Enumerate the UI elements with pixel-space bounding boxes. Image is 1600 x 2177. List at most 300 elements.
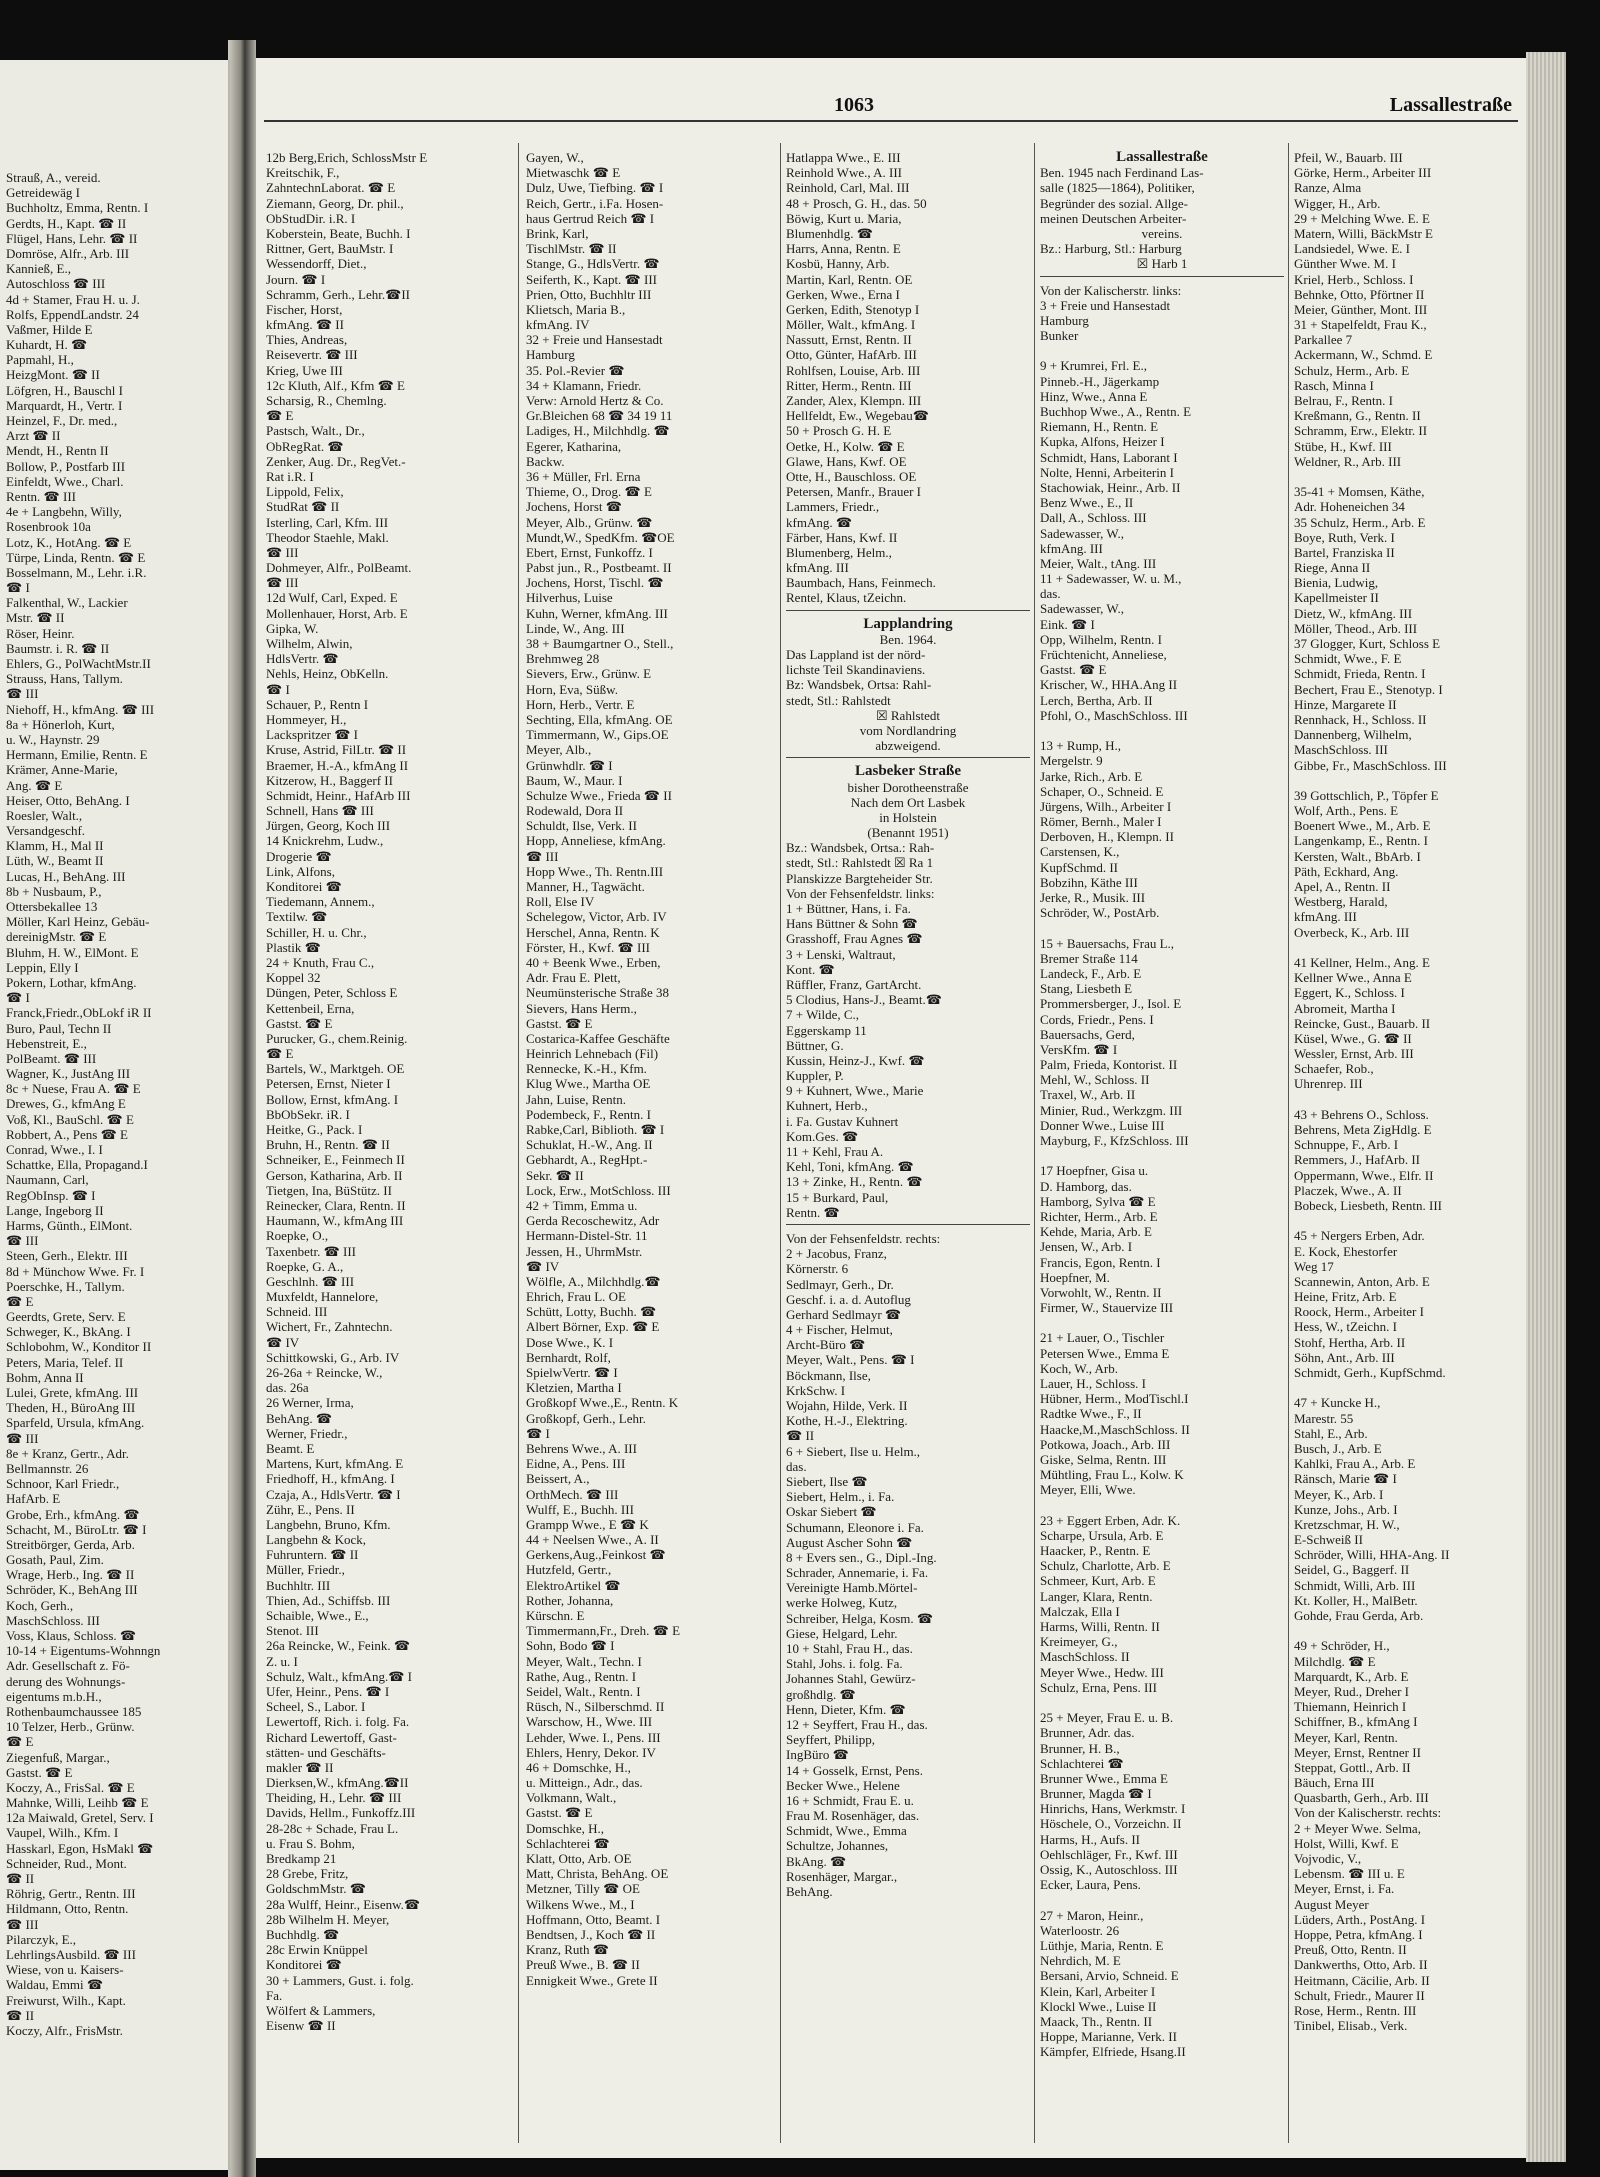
directory-entry: Schaible, Wwe., E., <box>266 1608 369 1623</box>
directory-entry: Nehrdich, M. E <box>1040 1953 1121 1969</box>
directory-entry: Reinhold, Carl, Mal. III <box>786 180 910 196</box>
directory-entry: Rodewald, Dora II <box>526 803 624 819</box>
directory-entry: Hinrichs, Hans, Werkmstr. I <box>1040 1801 1186 1817</box>
directory-entry: Kletzien, Martha I <box>526 1380 622 1396</box>
directory-entry: Schmidt, Frieda, Rentn. I <box>1294 666 1426 682</box>
directory-entry: Lüthje, Maria, Rentn. E <box>1040 1937 1164 1953</box>
directory-entry: Schulz, Charlotte, Arb. E <box>1040 1558 1171 1574</box>
directory-entry: 4d + Stamer, Frau H. u. J. <box>6 291 140 307</box>
directory-entry: Schmidt, Willi, Arb. III <box>1294 1577 1416 1593</box>
directory-entry: Großkopf, Gerh., Lehr. <box>526 1410 646 1426</box>
directory-entry <box>1294 469 1522 484</box>
directory-entry: 45 + Nergers Erben, Adr. <box>1294 1228 1425 1244</box>
directory-entry: Seiferth, K., Kapt. ☎ III <box>526 271 657 287</box>
directory-entry: Falkenthal, W., Lackier <box>6 595 128 611</box>
directory-entry: Schiller, H. u. Chr., <box>266 924 367 940</box>
directory-entry: Kellner Wwe., Anna E <box>1294 970 1412 986</box>
directory-entry: Richter, Herm., Arb. E <box>1040 1208 1158 1224</box>
directory-entry <box>1294 1623 1522 1638</box>
directory-entry: Stachowiak, Heinr., Arb. II <box>1040 479 1181 495</box>
directory-entry: Haacker, P., Rentn. E <box>1040 1543 1151 1559</box>
directory-entry: Radtke Wwe., F., II <box>1040 1406 1142 1422</box>
directory-entry: Voss, Klaus, Schloss. ☎ <box>6 1628 137 1643</box>
directory-entry: Wigger, H., Arb. <box>1294 195 1381 211</box>
directory-entry: Heitke, G., Pack. I <box>266 1122 363 1137</box>
directory-entry: Grobe, Erh., kfmAng. ☎ <box>6 1506 140 1522</box>
directory-entry: Strauss, Hans, Tallym. <box>6 671 123 687</box>
directory-entry: Roock, Herm., Arbeiter I <box>1294 1304 1424 1320</box>
directory-entry <box>1040 1695 1284 1710</box>
directory-entry: das. <box>1040 586 1061 602</box>
directory-entry: Hilverhus, Luise <box>526 590 613 606</box>
book-gutter <box>228 40 256 2177</box>
directory-entry: Bremer Straße 114 <box>1040 950 1138 966</box>
directory-entry: Bruhn, H., Rentn. ☎ II <box>266 1137 390 1153</box>
directory-entry: Theodor Staehle, Makl. <box>266 529 389 545</box>
directory-column-3 <box>786 150 1030 1899</box>
directory-entry: Stenot. III <box>266 1623 319 1639</box>
directory-entry: Rasch, Minna I <box>1294 377 1374 393</box>
directory-entry: ☎ III <box>6 1430 39 1446</box>
directory-entry: Gastst. ☎ E <box>526 1015 593 1031</box>
directory-entry: Schmidt, Heinr., HafArb III <box>266 787 411 803</box>
directory-entry: 32 + Freie und Hansestadt <box>526 332 663 348</box>
directory-entry: Kreitschik, F., <box>266 165 340 181</box>
directory-entry: Bendtsen, J., Koch ☎ II <box>526 1926 656 1942</box>
directory-entry <box>1040 1498 1284 1513</box>
directory-entry: 34 + Klamann, Friedr. <box>526 377 642 393</box>
directory-entry: Röser, Heinr. <box>6 625 75 641</box>
directory-entry: Wilkens Wwe., M., I <box>526 1896 635 1912</box>
section-rule <box>786 1224 1030 1231</box>
directory-entry: MaschSchloss. II <box>1040 1649 1130 1665</box>
directory-entry: Egerer, Katharina, <box>526 438 622 454</box>
directory-entry: Glawe, Hans, Kwf. OE <box>786 453 907 469</box>
directory-entry: Lange, Ingeborg II <box>6 1202 104 1218</box>
directory-entry: Bz.: Harburg, Stl.: Harburg <box>1040 241 1182 257</box>
directory-entry: Hamborg, Sylva ☎ E <box>1040 1193 1156 1209</box>
directory-entry: Brunner Wwe., Emma E <box>1040 1770 1168 1786</box>
directory-entry: Freiwurst, Wilh., Kapt. <box>6 1992 126 2008</box>
directory-entry: Gebhardt, A., RegHpt.- <box>526 1152 648 1168</box>
directory-entry: Wessler, Ernst, Arb. III <box>1294 1046 1414 1062</box>
directory-entry: Dannenberg, Wilhelm, <box>1294 727 1412 743</box>
directory-entry: Schiffner, B., kfmAng I <box>1294 1714 1418 1730</box>
directory-entry: Nassutt, Ernst, Rentn. II <box>786 332 912 348</box>
directory-entry: Ebert, Ernst, Funkoffz. I <box>526 544 653 560</box>
directory-entry: Mstr. ☎ II <box>6 610 65 626</box>
directory-entry: Wagner, K., JustAng III <box>6 1066 131 1082</box>
column-rule <box>780 143 781 2143</box>
directory-entry: Waterloostr. 26 <box>1040 1922 1120 1938</box>
directory-entry: Meier, Walt., tAng. III <box>1040 555 1157 571</box>
directory-entry: Mehl, W., Schloss. II <box>1040 1072 1150 1088</box>
directory-entry: Fa. <box>266 1987 283 2003</box>
directory-entry: Hommeyer, H., <box>266 711 347 727</box>
directory-entry: Sadewasser, W., <box>1040 601 1124 617</box>
directory-entry: salle (1825—1864), Politiker, <box>1040 180 1195 196</box>
directory-entry: 26 Werner, Irma, <box>266 1395 354 1411</box>
directory-entry: Schneider, Rud., Mont. <box>6 1855 127 1871</box>
directory-entry: 35-41 + Momsen, Käthe, <box>1294 484 1425 500</box>
directory-entry: Overbeck, K., Arb. III <box>1294 924 1410 940</box>
directory-entry: Milchdlg. ☎ E <box>1294 1653 1376 1669</box>
directory-entry: Heinzel, F., Dr. med., <box>6 413 118 428</box>
directory-entry: Busch, J., Arb. E <box>1294 1440 1382 1456</box>
directory-entry: Taxenbetr. ☎ III <box>266 1243 356 1259</box>
directory-entry: Kuhnert, Herb., <box>786 1098 868 1114</box>
directory-entry: Weg 17 <box>1294 1258 1334 1274</box>
directory-entry: 43 + Behrens O., Schloss. <box>1294 1106 1429 1122</box>
directory-entry: werke Holweg, Kutz, <box>786 1595 898 1611</box>
directory-entry: Rathe, Aug., Rentn. I <box>526 1668 637 1684</box>
directory-entry: Kannieß, E., <box>6 261 71 277</box>
street-note: (Benannt 1951) <box>867 825 949 841</box>
directory-entry: Thieme, O., Drog. ☎ E <box>526 484 652 500</box>
directory-entry: Hess, W., tZeichn. I <box>1294 1319 1397 1335</box>
directory-entry: Bunker <box>1040 328 1079 344</box>
directory-entry: Siebert, Helm., i. Fa. <box>786 1489 895 1505</box>
directory-entry: Holst, Willi, Kwf. E <box>1294 1835 1399 1851</box>
directory-entry: ☎ I <box>526 1425 550 1441</box>
directory-entry: Ecker, Laura, Pens. <box>1040 1877 1141 1893</box>
street-note: bisher Dorotheenstraße <box>847 779 969 795</box>
directory-entry: Landeck, F., Arb. E <box>1040 965 1142 981</box>
directory-entry: ☎ E <box>6 1734 34 1750</box>
directory-entry: Kothe, H.-J., Elektring. <box>786 1413 908 1429</box>
directory-entry: 47 + Kuncke H., <box>1294 1395 1381 1411</box>
directory-entry: Pokern, Lothar, kfmAng. <box>6 974 137 990</box>
directory-entry: Volkmann, Walt., <box>526 1790 617 1806</box>
directory-entry: Kuhn, Werner, kfmAng. III <box>526 605 668 621</box>
directory-entry: SpielwVertr. ☎ I <box>526 1365 618 1380</box>
directory-entry: Langer, Klara, Rentn. <box>1040 1588 1153 1604</box>
directory-entry: 28-28c + Schade, Frau L. <box>266 1820 399 1836</box>
directory-entry: Gerken, Edith, Stenotyp I <box>786 301 920 317</box>
directory-entry: u. Frau S. Bohm, <box>266 1835 355 1851</box>
street-note: vom Nordlandring <box>859 722 957 738</box>
directory-entry: Söhn, Ant., Arb. III <box>1294 1349 1395 1365</box>
directory-entry: Düngen, Peter, Schloss E <box>266 985 398 1001</box>
directory-entry: Rothenbaumchaussee 185 <box>6 1703 142 1719</box>
directory-entry: Ennigkeit Wwe., Grete II <box>526 1972 658 1988</box>
directory-entry <box>1040 723 1284 738</box>
directory-entry: Hebenstreit, E., <box>6 1035 87 1051</box>
directory-entry: Gastst. ☎ E <box>266 1015 333 1031</box>
directory-entry: ☎ E <box>266 408 294 424</box>
directory-entry: Hopp, Anneliese, kfmAng. <box>526 833 666 849</box>
directory-entry: Kranz, Ruth ☎ <box>526 1942 609 1958</box>
directory-entry: Höschele, O., Vorzeichn. II <box>1040 1816 1182 1832</box>
directory-entry: 26-26a + Reincke, W., <box>266 1365 383 1380</box>
directory-entry: Schulz, Herm., Arb. E <box>1294 362 1410 378</box>
directory-entry: ☎ III <box>526 848 559 864</box>
directory-entry: 6 + Siebert, Ilse u. Helm., <box>786 1443 921 1459</box>
directory-entry: Prommersberger, J., Isol. E <box>1040 996 1182 1012</box>
street-note: Nach dem Ort Lasbek <box>850 794 966 810</box>
directory-entry: Gayen, W., <box>526 150 584 165</box>
directory-entry: Bernhardt, Rolf, <box>526 1349 611 1365</box>
directory-entry: stedt, Stl.: Rahlstedt ☒ Ra 1 <box>786 855 934 871</box>
directory-entry: Adr. Gesellschaft z. Fö- <box>6 1658 130 1674</box>
directory-entry: Scharpe, Ursula, Arb. E <box>1040 1527 1164 1543</box>
directory-entry: ☎ I <box>6 990 30 1006</box>
right-page <box>256 58 1526 2158</box>
directory-entry: Matern, Willi, BäckMstr E <box>1294 225 1433 241</box>
directory-entry: dereinigMstr. ☎ E <box>6 929 107 945</box>
directory-entry: das. <box>786 1458 807 1474</box>
directory-entry: Lock, Erw., MotSchloss. III <box>526 1182 671 1198</box>
directory-entry: Harms, H., Aufs. II <box>1040 1831 1141 1847</box>
directory-entry: Beissert, A., <box>526 1471 590 1487</box>
directory-entry: Thiemann, Heinrich I <box>1294 1699 1407 1715</box>
directory-entry: Getreidewäg I <box>6 185 80 201</box>
directory-entry: KupfSchmd. II <box>1040 859 1118 875</box>
directory-entry: Ackermann, W., Schmd. E <box>1294 347 1433 363</box>
directory-entry: Klietsch, Maria B., <box>526 301 626 317</box>
directory-entry: Siebert, Ilse ☎ <box>786 1473 868 1489</box>
directory-entry: 35 Schulz, Herm., Arb. E <box>1294 514 1426 530</box>
directory-entry: Roll, Else IV <box>526 894 595 910</box>
directory-entry: Schulz, Walt., kfmAng.☎ I <box>266 1668 412 1684</box>
directory-entry: Schrader, Annemarie, i. Fa. <box>786 1565 929 1581</box>
directory-entry: Schaefer, Rob., <box>1294 1061 1374 1077</box>
directory-entry: BehAng. <box>786 1884 833 1899</box>
directory-entry: Schauer, P., Rentn I <box>266 696 369 712</box>
directory-entry: Hatlappa Wwe., E. III <box>786 150 901 165</box>
directory-entry: Großkopf Wwe.,E., Rentn. K <box>526 1395 679 1411</box>
directory-entry: Möller, Karl Heinz, Gebäu- <box>6 914 150 930</box>
directory-entry: Wölfert & Lammers, <box>266 2002 376 2018</box>
directory-entry: Schulz, Erna, Pens. III <box>1040 1679 1157 1695</box>
directory-entry: 12 + Seyffert, Frau H., das. <box>786 1716 928 1732</box>
directory-entry: Petersen Wwe., Emma E <box>1040 1345 1170 1361</box>
directory-entry: kfmAng. IV <box>526 317 590 333</box>
directory-entry: Kussin, Heinz-J., Kwf. ☎ <box>786 1052 925 1068</box>
directory-entry: Geschf. i. a. d. Autoflug <box>786 1291 911 1307</box>
directory-entry: Koppel 32 <box>266 970 321 986</box>
directory-entry: Pinneb.-H., Jägerkamp <box>1040 373 1160 389</box>
directory-entry: 10 + Stahl, Frau H., das. <box>786 1641 913 1656</box>
directory-entry <box>1040 920 1284 935</box>
directory-entry: Langbehn & Kock, <box>266 1532 367 1548</box>
directory-entry: kfmAng. III <box>1040 540 1103 556</box>
directory-entry: 37 Glogger, Kurt, Schloss E <box>1294 636 1441 651</box>
directory-entry: Timmermann,Fr., Dreh. ☎ E <box>526 1623 681 1639</box>
directory-entry: Meyer, Walt., Pens. ☎ I <box>786 1352 915 1368</box>
directory-entry: Kahlki, Frau A., Arb. E <box>1294 1456 1416 1472</box>
directory-entry: Buchhop Wwe., A., Rentn. E <box>1040 404 1192 419</box>
directory-entry: Plastik ☎ <box>266 939 321 955</box>
directory-entry: Sohn, Bodo ☎ I <box>526 1638 615 1654</box>
directory-entry: Landsiedel, Wwe. E. I <box>1294 241 1410 257</box>
directory-entry: MaschSchloss. III <box>1294 742 1388 758</box>
directory-entry: Otto, Günter, HafArb. III <box>786 347 917 363</box>
directory-entry: Koczy, A., FrisSal. ☎ E <box>6 1779 135 1795</box>
directory-entry: 4e + Langbehn, Willy, <box>6 504 122 520</box>
directory-entry: 9 + Kuhnert, Wwe., Marie <box>786 1083 924 1099</box>
directory-entry: PolBeamt. ☎ III <box>6 1050 97 1066</box>
directory-entry: Francis, Egon, Rentn. I <box>1040 1254 1161 1270</box>
directory-entry: Drewes, G., kfmAng E <box>6 1096 126 1112</box>
directory-entry: 10-14 + Eigentums-Wohnngn <box>6 1643 161 1659</box>
directory-entry: E-Schweiß II <box>1294 1532 1363 1548</box>
directory-entry: Klug Wwe., Martha OE <box>526 1076 651 1092</box>
directory-entry: Eggerskamp 11 <box>786 1022 867 1038</box>
directory-entry <box>1294 940 1522 955</box>
directory-entry: Sadewasser, W., <box>1040 525 1124 541</box>
directory-entry: Gerhard Sedlmayr ☎ <box>786 1306 902 1322</box>
directory-entry: Schramm, Gerh., Lehr.☎II <box>266 286 410 302</box>
directory-entry: Lucas, H., BehAng. III <box>6 868 126 884</box>
directory-entry: 28b Wilhelm H. Meyer, <box>266 1911 390 1927</box>
directory-entry: ☎ III <box>266 544 299 560</box>
directory-entry: Apel, A., Rentn. II <box>1294 879 1391 894</box>
street-note: vereins. <box>1141 225 1183 241</box>
directory-entry: Schittkowski, G., Arb. IV <box>266 1349 400 1365</box>
directory-entry: Schult, Friedr., Maurer II <box>1294 1987 1425 2003</box>
directory-entry: Niehoff, H., kfmAng. ☎ III <box>6 701 155 717</box>
directory-entry: Baum, W., Maur. I <box>526 772 623 788</box>
directory-entry: Oskar Siebert ☎ <box>786 1504 877 1520</box>
directory-entry: Rother, Johanna, <box>526 1592 614 1608</box>
directory-column-2 <box>526 150 776 1988</box>
directory-entry: Kruse, Astrid, FilLtr. ☎ II <box>266 742 407 758</box>
directory-entry: Rosenbrook 10a <box>6 519 91 535</box>
directory-entry: Gipka, W. <box>266 620 319 636</box>
directory-entry: Kürschn. E <box>526 1608 585 1623</box>
directory-entry: Marestr. 55 <box>1294 1410 1354 1426</box>
directory-entry: Sechting, Ella, kfmAng. OE <box>526 711 673 727</box>
directory-entry: kfmAng. ☎ II <box>266 317 344 333</box>
directory-entry: Schnell, Hans ☎ III <box>266 803 374 819</box>
directory-entry: Becker Wwe., Helene <box>786 1777 900 1793</box>
directory-entry: Gerda Recoschewitz, Adr <box>526 1213 660 1229</box>
directory-entry: Harrs, Anna, Rentn. E <box>786 241 901 257</box>
directory-entry: Wessendorff, Diet., <box>266 256 367 272</box>
directory-entry: ☎ III <box>6 686 39 702</box>
directory-column-1 <box>266 150 514 2033</box>
directory-entry: 24 + Knuth, Frau C., <box>266 954 375 970</box>
directory-entry: 49 + Schröder, H., <box>1294 1638 1390 1654</box>
directory-entry: 31 + Stapelfeldt, Frau K., <box>1294 317 1427 333</box>
directory-entry: Wiese, von u. Kaisers- <box>6 1962 124 1978</box>
directory-entry: Baumbach, Hans, Feinmech. <box>786 575 936 591</box>
directory-entry: Jahn, Luise, Rentn. <box>526 1091 627 1107</box>
directory-entry: Marquardt, H., Vertr. I <box>6 397 123 413</box>
directory-entry: OrthMech. ☎ III <box>526 1486 619 1502</box>
directory-entry: Firmer, W., Stauervize III <box>1040 1300 1174 1316</box>
directory-entry: Schreiber, Helga, Kosm. ☎ <box>786 1610 934 1626</box>
directory-entry: Timmermann, W., Gips.OE <box>526 727 669 743</box>
directory-entry: Hinz, Wwe., Anna E <box>1040 388 1148 404</box>
directory-entry: Hildmann, Otto, Rentn. <box>6 1901 129 1917</box>
directory-entry: Mayburg, F., KfzSchloss. III <box>1040 1133 1189 1148</box>
directory-entry: Geschlnh. ☎ III <box>266 1273 355 1289</box>
directory-entry: kfmAng. III <box>786 560 849 576</box>
directory-entry: Ziegenfuß, Margar., <box>6 1749 110 1765</box>
directory-entry: Stang, Liesbeth E <box>1040 981 1133 997</box>
directory-entry: Derboven, H., Klempn. II <box>1040 829 1174 845</box>
directory-entry: 14 + Gosselk, Ernst, Pens. <box>786 1762 923 1778</box>
directory-entry: Kuppler, P. <box>786 1068 844 1084</box>
directory-entry: Stohf, Hertha, Arb. II <box>1294 1334 1406 1350</box>
directory-entry: Vorwohlt, W., Rentn. II <box>1040 1284 1162 1300</box>
directory-entry: Stahl, E., Arb. <box>1294 1425 1368 1441</box>
directory-entry: Rentn. ☎ <box>786 1204 840 1220</box>
directory-entry: Brunner, Adr. das. <box>1040 1725 1135 1741</box>
directory-entry: Horn, Eva, Süßw. <box>526 681 618 697</box>
directory-entry: Podembeck, F., Rentn. I <box>526 1106 651 1122</box>
directory-entry: Papmahl, H., <box>6 352 74 368</box>
directory-entry: Oehlschläger, Fr., Kwf. III <box>1040 1846 1178 1862</box>
directory-entry: 3 + Lenski, Waltraut, <box>786 946 896 962</box>
directory-entry: HeizgMont. ☎ II <box>6 367 100 383</box>
directory-entry: Bartels, W., Marktgeh. OE <box>266 1061 405 1077</box>
directory-entry: Schneid. III <box>266 1304 328 1320</box>
directory-entry: Riemann, H., Rentn. E <box>1040 419 1159 435</box>
directory-entry: Kehde, Maria, Arb. E <box>1040 1224 1152 1240</box>
directory-entry <box>1040 1148 1284 1163</box>
directory-entry: Minier, Rud., Werkzgm. III <box>1040 1102 1183 1118</box>
directory-entry: Richard Lewertoff, Gast- <box>266 1729 397 1745</box>
directory-entry: Mollenhauer, Horst, Arb. E <box>266 605 408 621</box>
directory-entry: Förster, H., Kwf. ☎ III <box>526 939 650 955</box>
directory-entry: Lüth, W., Beamt II <box>6 853 104 869</box>
directory-entry: 10 Telzer, Herb., Grünw. <box>6 1719 135 1735</box>
directory-entry: Horn, Herb., Vertr. E <box>526 696 635 712</box>
directory-entry: Arzt ☎ II <box>6 428 61 444</box>
directory-entry <box>1040 343 1284 358</box>
directory-entry: Tinibel, Elisab., Verk. <box>1294 2018 1408 2034</box>
directory-entry: Donner Wwe., Luise III <box>1040 1117 1165 1133</box>
left-page <box>0 60 230 2170</box>
directory-entry: Heiser, Otto, BehAng. I <box>6 792 130 808</box>
directory-entry: Stange, G., HdlsVertr. ☎ <box>526 256 660 272</box>
directory-entry: Kettenbeil, Erna, <box>266 1000 355 1016</box>
directory-entry: Fischer, Horst, <box>266 301 343 317</box>
directory-entry: Ritter, Herm., Rentn. III <box>786 377 912 393</box>
directory-entry: Meyer, Elli, Wwe. <box>1040 1482 1136 1498</box>
header-rule <box>264 120 1518 122</box>
directory-entry: Sedlmayr, Gerh., Dr. <box>786 1276 894 1292</box>
directory-entry: stedt, Stl.: Rahlstedt <box>786 692 891 708</box>
directory-entry: Reich, Gertr., i.Fa. Hosen- <box>526 195 664 211</box>
directory-entry: Bobzihn, Käthe III <box>1040 874 1138 890</box>
directory-entry: Rentel, Klaus, tZeichn. <box>786 590 907 606</box>
directory-entry: Gr.Bleichen 68 ☎ 34 19 11 <box>526 408 673 424</box>
directory-entry: Palm, Frieda, Kontorist. II <box>1040 1057 1178 1073</box>
directory-entry: Lewertoff, Rich. i. folg. Fa. <box>266 1714 410 1730</box>
directory-entry: Peters, Maria, Telef. II <box>6 1354 124 1370</box>
directory-entry: Blumenberg, Helm., <box>786 544 892 560</box>
directory-entry: Boenert Wwe., M., Arb. E <box>1294 818 1431 834</box>
directory-entry: Ehlers, Henry, Dekor. IV <box>526 1744 656 1760</box>
directory-entry: Wichert, Fr., Zahntechn. <box>266 1319 393 1335</box>
directory-entry: 14 Knickrehm, Ludw., <box>266 833 384 849</box>
directory-entry: Hermann-Distel-Str. 11 <box>526 1228 648 1244</box>
directory-entry: Bollow, Ernst, kfmAng. I <box>266 1091 399 1107</box>
directory-entry: Fuhruntern. ☎ II <box>266 1547 359 1563</box>
directory-entry: Harms, Willi, Rentn. II <box>1040 1619 1160 1634</box>
directory-entry: i. Fa. Gustav Kuhnert <box>786 1113 899 1129</box>
directory-entry: Frau M. Rosenhäger, das. <box>786 1808 920 1824</box>
directory-entry: Giese, Helgard, Lehr. <box>786 1625 898 1641</box>
directory-entry: Purucker, G., chem.Reinig. <box>266 1030 408 1046</box>
directory-entry: BbObSekr. iR. I <box>266 1106 350 1122</box>
directory-entry: Braemer, H.-A., kfmAng II <box>266 757 409 773</box>
directory-entry: Gohde, Frau Gerda, Arb. <box>1294 1608 1424 1623</box>
